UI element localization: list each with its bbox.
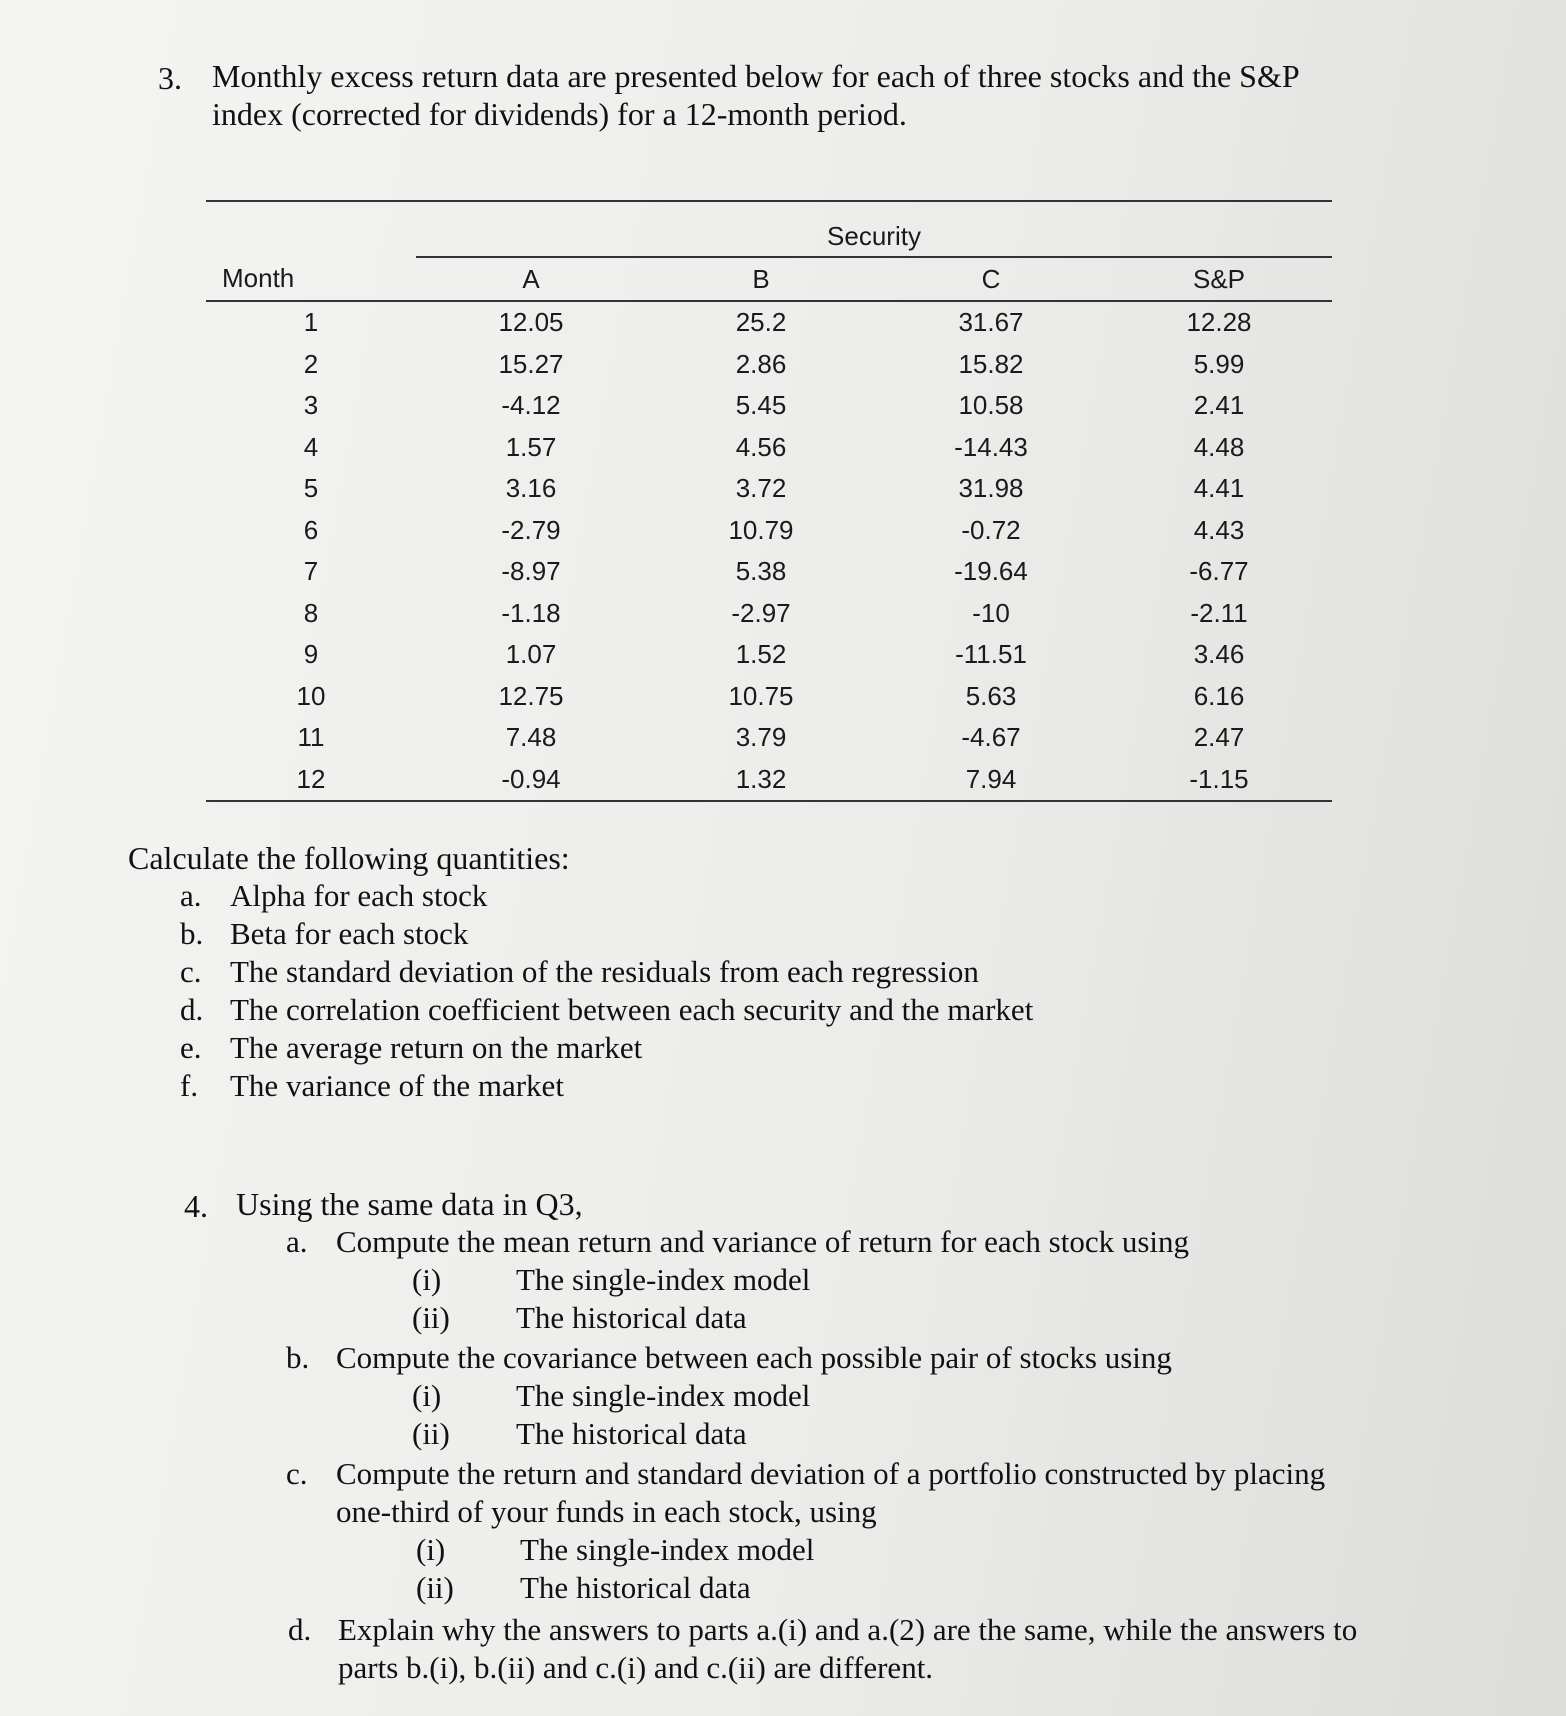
table-row [206,301,1332,344]
cell-sp: 12.28 [1186,307,1252,338]
month-cell: 11 [297,722,325,753]
cell-c: -14.43 [954,431,1028,462]
item-label: e. [180,1030,202,1065]
item-label: d. [288,1612,312,1647]
cell-a: 1.57 [505,431,557,462]
sub-label: (ii) [412,1416,450,1451]
cell-a: 15.27 [498,348,564,379]
month-cell: 3 [303,390,319,421]
table-row [206,676,1332,718]
cell-b: 1.32 [646,759,876,802]
item-label: b. [286,1340,310,1375]
sub-text: The single-index model [516,1378,811,1413]
cell-c: -19.64 [954,556,1028,587]
cell-sp: 5.99 [1193,348,1245,379]
cell-b: -2.97 [731,597,791,628]
item-text: The average return on the market [230,1030,643,1065]
item-label: c. [180,954,202,989]
sub-label: (i) [416,1532,446,1567]
cell-b: 2.86 [735,348,787,379]
question-3-intro-line1: Monthly excess return data are presented below for each of three stocks and the S&P [212,58,1300,94]
cell-b: 10.75 [728,680,794,711]
cell-sp: 4.43 [1193,514,1245,545]
item-label: b. [180,916,204,951]
table-row [206,510,1332,552]
sub-label: (i) [412,1262,442,1297]
cell-c: -0.72 [961,514,1021,545]
table-row [206,344,1332,386]
column-header-sp: S&P [1106,257,1332,301]
q4-b-sub-ii [412,1416,747,1452]
item-text: Beta for each stock [230,916,469,951]
item-text: Compute the mean return and variance of return for each stock using [336,1224,1190,1259]
cell-a: -2.79 [501,514,561,545]
table-row [206,385,1332,427]
cell-b: 10.79 [728,514,794,545]
month-cell: 1 [303,307,319,338]
month-cell: 8 [303,597,319,628]
cell-c: 31.98 [958,473,1024,504]
cell-c: -11.51 [955,639,1027,670]
item-label: a. [286,1224,308,1259]
cell-c: 10.58 [958,390,1024,421]
question-3-intro-line2: index (corrected for dividends) for a 12-month period. [212,96,907,132]
cell-b: 3.72 [735,473,787,504]
item-text: The standard deviation of the residuals from each regression [230,954,979,989]
month-cell: 4 [303,431,319,462]
month-cell: 10 [296,680,326,711]
table-row [206,468,1332,510]
cell-c: 15.82 [958,348,1024,379]
item-label: a. [180,878,202,913]
item-text: The correlation coefficient between each security and the market [230,992,1034,1027]
cell-c: -4.67 [961,722,1021,753]
cell-sp: 2.47 [1193,722,1245,753]
cell-b: 5.45 [735,390,787,421]
cell-a: -0.94 [416,759,646,802]
cell-b: 3.79 [735,722,787,753]
returns-table [206,200,1332,802]
cell-a: 3.16 [505,473,557,504]
cell-sp: -2.11 [1190,597,1248,628]
table-row [206,717,1332,759]
q4-part-c-line2: one-third of your funds in each stock, using [336,1494,877,1529]
cell-a: 1.07 [505,639,557,670]
table-row [206,427,1332,469]
cell-b: 1.52 [735,639,787,670]
cell-sp: -6.77 [1189,556,1249,587]
item-text: Compute the return and standard deviation of a portfolio constructed by placing [336,1456,1326,1491]
cell-sp: 6.16 [1193,680,1245,711]
calc-item-d [180,992,1033,1028]
q4-part-d-line1 [288,1612,1357,1648]
sub-label: (ii) [412,1300,450,1335]
q4-part-d-line2: parts b.(i), b.(ii) and c.(i) and c.(ii) are different. [338,1650,934,1685]
cell-sp: 4.41 [1193,473,1245,504]
month-cell: 6 [303,514,319,545]
month-cell: 9 [303,639,319,670]
q4-a-sub-ii [412,1300,747,1336]
item-text: Explain why the answers to parts a.(i) and a.(2) are the same, while the answers to [338,1612,1358,1647]
q4-part-a [286,1224,1189,1260]
calc-heading: Calculate the following quantities: [128,840,570,876]
sub-text: The single-index model [516,1262,811,1297]
item-text: The variance of the market [230,1068,564,1103]
calc-item-f [180,1068,564,1104]
item-text: Compute the covariance between each possible pair of stocks using [336,1340,1172,1375]
cell-a: -8.97 [501,556,561,587]
calc-item-b [180,916,468,952]
cell-sp: 4.48 [1193,431,1245,462]
column-header-b: B [646,257,876,301]
sub-text: The historical data [516,1416,747,1451]
q4-c-sub-ii [416,1570,751,1606]
month-cell: 7 [303,556,319,587]
column-header-a: A [416,257,646,301]
cell-a: 12.05 [498,307,564,338]
cell-sp: 3.46 [1193,639,1245,670]
cell-a: 12.75 [498,680,564,711]
sub-text: The historical data [516,1300,747,1335]
cell-sp: -1.15 [1106,759,1332,802]
cell-c: 5.63 [965,680,1017,711]
calc-item-c [180,954,979,990]
q4-a-sub-i [412,1262,810,1298]
column-header-c: C [876,257,1106,301]
cell-c: 31.67 [958,307,1024,338]
q4-part-b [286,1340,1172,1376]
cell-c: 7.94 [876,759,1106,802]
question-4-intro: Using the same data in Q3, [236,1186,583,1222]
sub-text: The single-index model [520,1532,815,1567]
cell-a: -1.18 [501,597,561,628]
item-text: Alpha for each stock [230,878,488,913]
month-cell: 2 [303,348,319,379]
cell-a: -4.12 [501,390,561,421]
question-4-number: 4. [184,1188,208,1224]
cell-c: -10 [972,597,1010,628]
calc-item-e [180,1030,642,1066]
item-label: d. [180,992,204,1027]
table-row [206,759,1332,802]
calc-item-a [180,878,487,914]
month-cell: 5 [303,473,319,504]
item-label: c. [286,1456,308,1491]
month-cell: 12 [206,759,416,802]
q4-c-sub-i [416,1532,814,1568]
cell-b: 25.2 [735,307,787,338]
table-row [206,634,1332,676]
q4-b-sub-i [412,1378,810,1414]
security-group-header: Security [416,201,1332,257]
table-row [206,593,1332,635]
cell-b: 4.56 [735,431,787,462]
question-3-number: 3. [158,60,182,96]
item-label: f. [180,1068,199,1103]
table-row [206,551,1332,593]
month-column-header: Month [206,201,416,301]
cell-b: 5.38 [735,556,787,587]
cell-sp: 2.41 [1193,390,1245,421]
sub-text: The historical data [520,1570,751,1605]
cell-a: 7.48 [505,722,557,753]
sub-label: (i) [412,1378,442,1413]
q4-part-c-line1 [286,1456,1325,1492]
sub-label: (ii) [416,1570,454,1605]
